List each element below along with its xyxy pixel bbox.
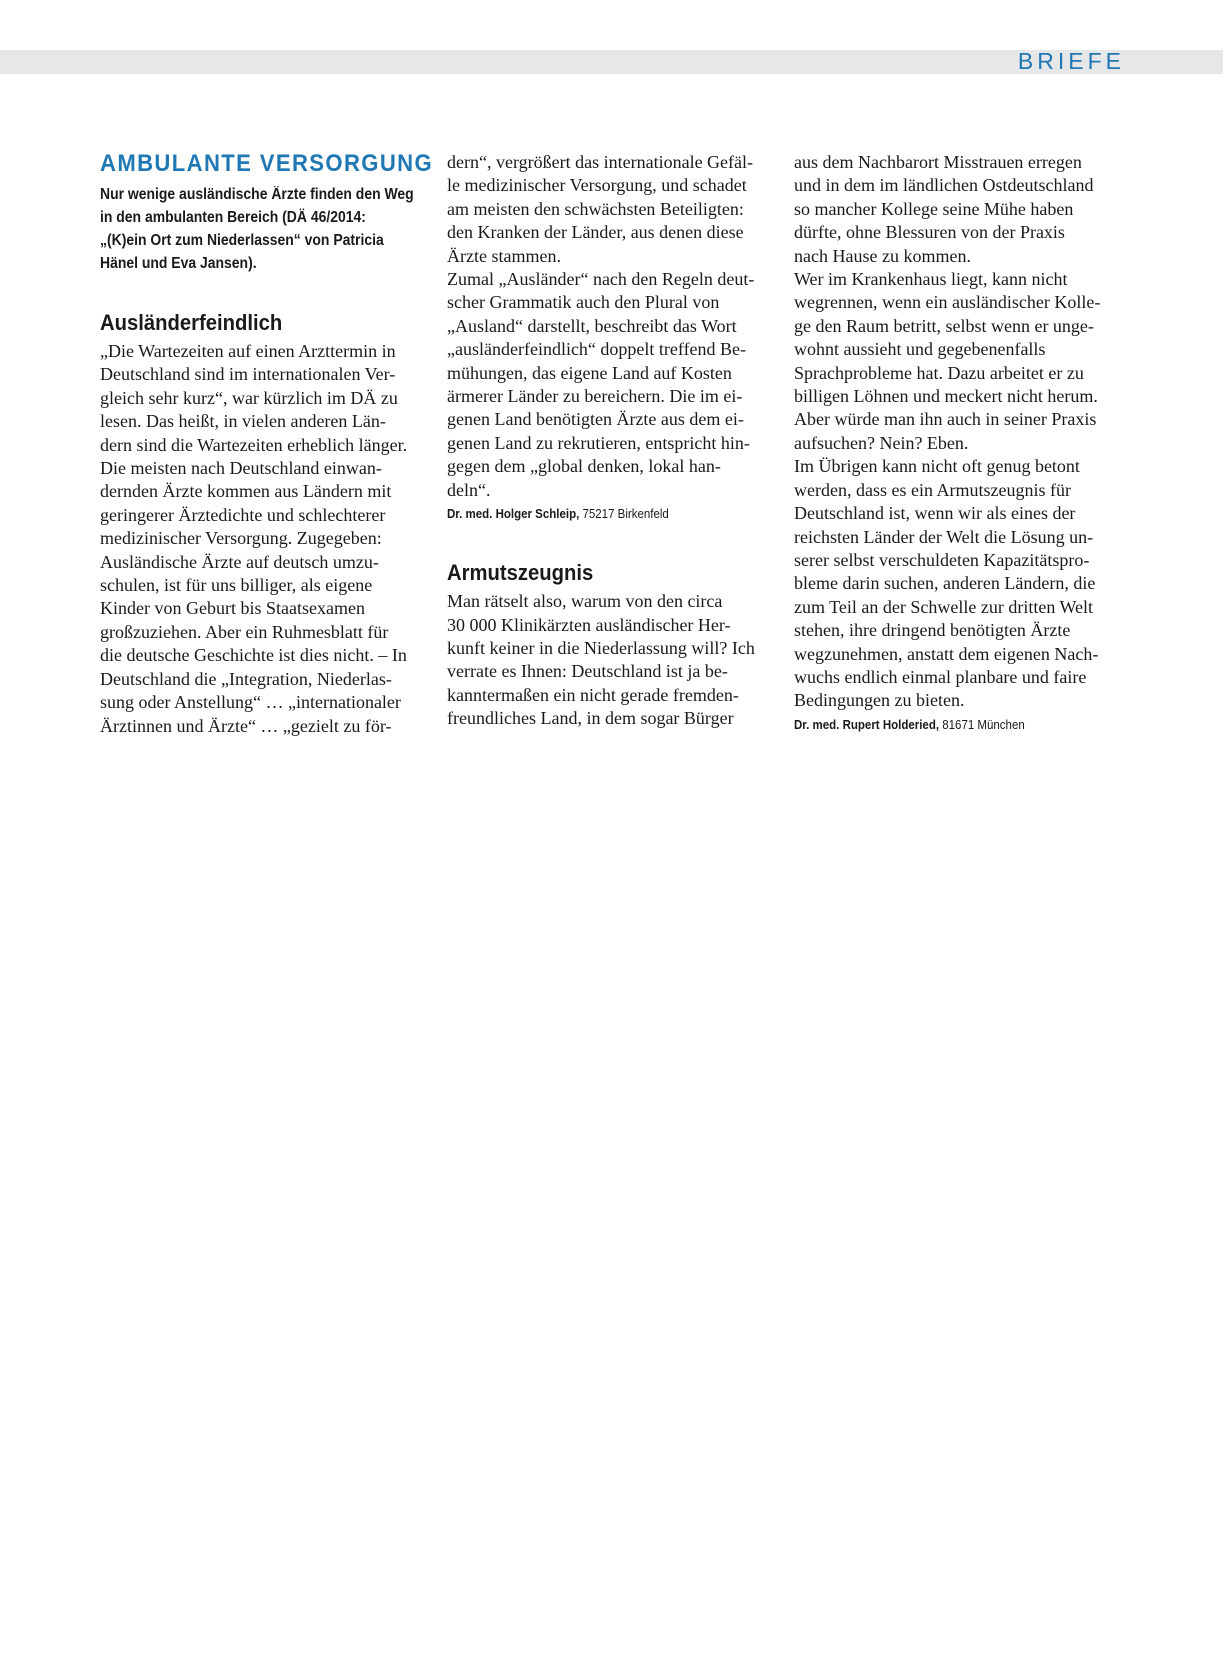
text-line: verrate es Ihnen: Deutschland ist ja be- xyxy=(447,661,728,682)
text-line: und in dem im ländlichen Ostdeutschland xyxy=(794,175,1094,196)
text-line: Bedingungen zu bieten. xyxy=(794,690,965,711)
text-line: Man rätselt also, warum von den circa xyxy=(447,591,723,612)
intro-line: Nur wenige ausländische Ärzte finden den Weg xyxy=(100,186,414,203)
text-line: Deutschland ist, wenn wir als eines der xyxy=(794,503,1076,524)
text-line: die deutsche Geschichte ist dies nicht. – In xyxy=(100,645,407,666)
section-label: BRIEFE xyxy=(1017,48,1125,74)
text-line: medizinischer Versorgung. Zugegeben: xyxy=(100,528,382,549)
text-line: Wer im Krankenhaus liegt, kann nicht xyxy=(794,269,1068,290)
text-line: bleme darin suchen, anderen Ländern, die xyxy=(794,573,1096,594)
text-line: kunft keiner in die Niederlassung will? Ich xyxy=(447,637,755,658)
text-line: Sprachprobleme hat. Dazu arbeitet er zu xyxy=(794,362,1084,383)
text-line: ge den Raum betritt, selbst wenn er unge- xyxy=(794,315,1094,336)
text-line: schulen, ist für uns billiger, als eigene xyxy=(100,575,373,596)
text-line: billigen Löhnen und meckert nicht herum. xyxy=(794,386,1098,407)
text-line: Kinder von Geburt bis Staatsexamen xyxy=(100,598,365,619)
text-line: den Kranken der Länder, aus denen diese xyxy=(447,222,744,243)
text-line: geringerer Ärztedichte und schlechterer xyxy=(100,504,386,525)
text-line: Ärzte stammen. xyxy=(447,245,561,266)
letter-body xyxy=(794,151,1124,713)
letter-body xyxy=(100,340,430,738)
signature-name: Dr. med. Rupert Holderied, xyxy=(794,717,940,732)
text-line: le medizinischer Versorgung, und schadet xyxy=(447,175,747,196)
text-line: Ärztinnen und Ärzte“ … „gezielt zu för- xyxy=(100,715,392,736)
text-line: „ausländerfeindlich“ doppelt treffend Be- xyxy=(447,339,747,360)
text-line: dern sind die Wartezeiten erheblich länger. xyxy=(100,434,408,455)
text-line: werden, dass es ein Armutszeugnis für xyxy=(794,479,1071,500)
intro-line: „(K)ein Ort zum Niederlassen“ von Patricia xyxy=(100,232,384,249)
text-line: sung oder Anstellung“ … „internationaler xyxy=(100,692,401,713)
text-line: gegen dem „global denken, lokal han- xyxy=(447,456,721,477)
text-line: Im Übrigen kann nicht oft genug betont xyxy=(794,456,1080,477)
text-line: „Ausland“ darstellt, beschreibt das Wort xyxy=(447,315,737,336)
text-line: reichsten Länder der Welt die Lösung un- xyxy=(794,526,1094,547)
article-intro xyxy=(100,183,424,275)
text-line: freundliches Land, in dem sogar Bürger xyxy=(447,708,734,729)
text-line: wuchs endlich einmal planbare und faire xyxy=(794,666,1087,687)
article-heading: AMBULANTE VERSORGUNG xyxy=(100,150,434,177)
column-1 xyxy=(100,150,434,738)
text-line: Deutschland sind im internationalen Ver- xyxy=(100,364,396,385)
text-line: nach Hause zu kommen. xyxy=(794,245,971,266)
letter-body xyxy=(447,151,777,502)
text-line: aus dem Nachbarort Misstrauen erregen xyxy=(794,152,1082,172)
text-line: dürfte, ohne Blessuren von der Praxis xyxy=(794,222,1065,243)
letter-signature xyxy=(447,504,751,524)
text-line: Ausländische Ärzte auf deutsch umzu- xyxy=(100,551,379,572)
text-line: 30 000 Klinikärzten ausländischer Her- xyxy=(447,614,731,635)
text-line: serer selbst verschuldeten Kapazitätspro- xyxy=(794,549,1090,570)
text-line: zum Teil an der Schwelle zur dritten Welt xyxy=(794,596,1094,617)
text-line: Die meisten nach Deutschland einwan- xyxy=(100,458,382,479)
text-line: deln“. xyxy=(447,479,491,500)
text-line: am meisten den schwächsten Beteiligten: xyxy=(447,198,744,219)
letter-signature xyxy=(794,715,1098,735)
text-line: so mancher Kollege seine Mühe haben xyxy=(794,198,1074,219)
text-line: „Die Wartezeiten auf einen Arzttermin in xyxy=(100,341,396,361)
text-line: kanntermaßen ein nicht gerade fremden- xyxy=(447,684,739,705)
text-line: scher Grammatik auch den Plural von xyxy=(447,292,720,313)
signature-name: Dr. med. Holger Schleip, xyxy=(447,507,580,522)
column-3 xyxy=(794,151,1124,735)
letter-title-armutszeugnis: Armutszeugnis xyxy=(447,560,594,586)
text-line: gleich sehr kurz“, war kürzlich im DÄ zu xyxy=(100,387,398,408)
intro-line: in den ambulanten Bereich (DÄ 46/2014: xyxy=(100,209,366,226)
text-line: Deutschland die „Integration, Niederlas- xyxy=(100,668,392,689)
column-2 xyxy=(447,151,777,731)
text-line: dern“, vergrößert das internationale Gefäl- xyxy=(447,152,754,172)
text-line: dernden Ärzte kommen aus Ländern mit xyxy=(100,481,392,502)
text-line: wegrennen, wenn ein ausländischer Kolle- xyxy=(794,292,1101,313)
text-line: genen Land zu rekrutieren, entspricht hin- xyxy=(447,432,750,453)
signature-place: 81671 München xyxy=(939,717,1025,732)
text-line: Zumal „Ausländer“ nach den Regeln deut- xyxy=(447,269,755,290)
text-line: mühungen, das eigene Land auf Kosten xyxy=(447,362,732,383)
signature-place: 75217 Birkenfeld xyxy=(579,507,669,522)
text-line: ärmerer Länder zu bereichern. Die im ei- xyxy=(447,386,743,407)
text-line: Aber würde man ihn auch in seiner Praxis xyxy=(794,409,1097,430)
text-line: stehen, ihre dringend benötigten Ärzte xyxy=(794,620,1071,641)
text-line: lesen. Das heißt, in vielen anderen Län- xyxy=(100,411,386,432)
text-line: aufsuchen? Nein? Eben. xyxy=(794,432,969,453)
text-line: genen Land benötigten Ärzte aus dem ei- xyxy=(447,409,744,430)
text-line: wegzunehmen, anstatt dem eigenen Nach- xyxy=(794,643,1099,664)
letter-body xyxy=(447,590,777,730)
intro-line: Hänel und Eva Jansen). xyxy=(100,255,257,272)
text-line: wohnt aussieht und gegebenenfalls xyxy=(794,339,1046,360)
letter-title-auslaenderfeindlich: Ausländerfeindlich xyxy=(100,310,283,335)
text-line: großzuziehen. Aber ein Ruhmesblatt für xyxy=(100,621,389,642)
